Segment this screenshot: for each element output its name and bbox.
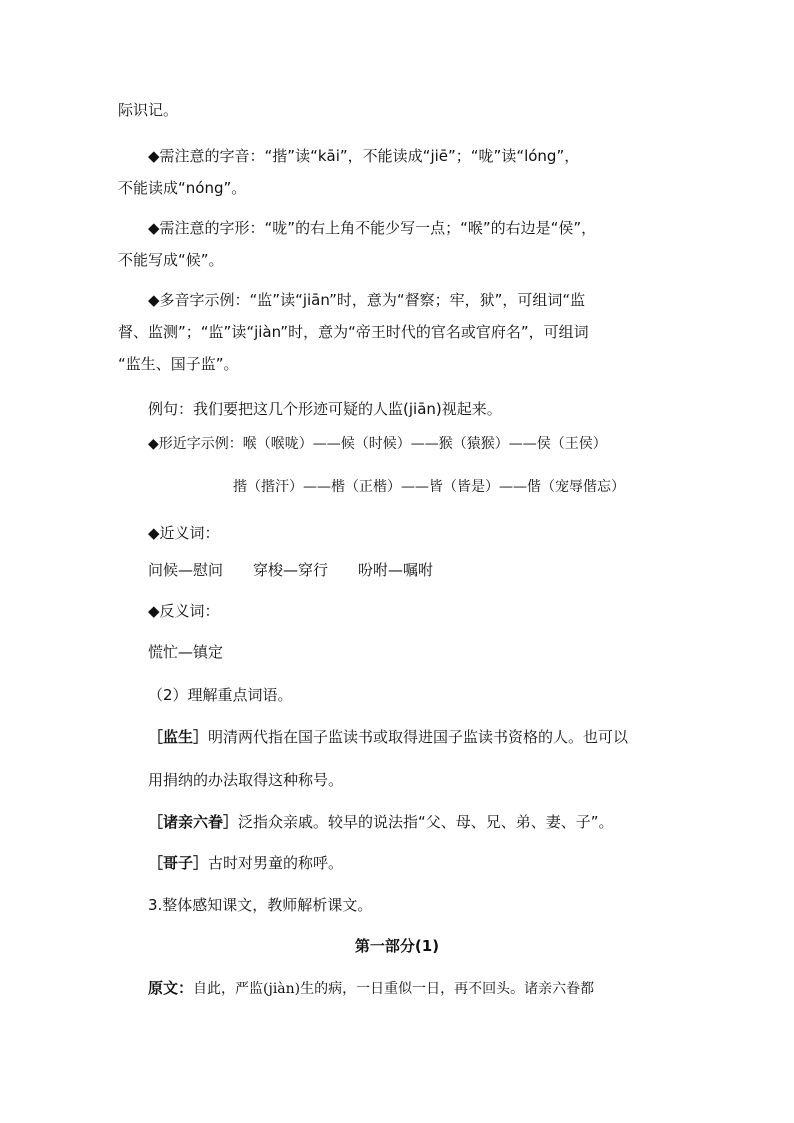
original-text: 自此，严监(jiàn)生的病，一日重似一日，再不回头。诸亲六眷都 [193,981,595,997]
text-line-1: 际识记。 [118,101,179,119]
term-gezi [148,853,343,873]
example-sentence: 例句：我们要把这几个形迹可疑的人监(jiān)视起来。 [148,400,502,418]
term-zhuqin [148,812,614,832]
glyph-note: ◆需注意的字形：“咙”的右上角不能少写一点；“喉”的右边是“侯”， [148,219,597,237]
term-definition: 泛指众亲戚。较早的说法指“父、母、兄、弟、妻、子”。 [238,813,614,831]
pronunciation-note: ◆需注意的字音：“揩”读“kāi”，不能读成“jiē”；“咙”读“lóng”， [148,147,580,165]
original-text-label: 原文： [148,979,194,997]
antonyms-list: 慌忙—镇定 [148,643,224,661]
pronunciation-note-cont: 不能读成“nóng”。 [118,179,247,197]
term-jiansheng-cont: 用捐纳的办法取得这种称号。 [148,771,344,789]
section-heading: 第一部分(1) [354,937,440,955]
glyph-note-cont: 不能写成“候”。 [118,251,224,269]
term-jiansheng [148,727,628,747]
term-label: ［哥子］ [148,854,209,872]
term-label: ［诸亲六眷］ [148,813,239,831]
term-label: ［监生］ [148,728,209,746]
similar-chars-row-2: 揩（揩汗）——楷（正楷）——皆（皆是）——偕（宠辱偕忘） [233,479,625,495]
similar-chars-row-1: ◆形近字示例：喉（喉咙）——候（时候）——猴（猿猴）——侯（王侯） [148,436,607,452]
polyphone-note-cont: 督、监测”；“监”读“jiàn”时，意为“帝王时代的官名或官府名”，可组词 [118,323,589,341]
vocab-section-heading: （2）理解重点词语。 [148,686,293,704]
step-3-heading: 3.整体感知课文，教师解析课文。 [148,896,373,914]
antonyms-heading: ◆反义词： [148,602,220,620]
synonyms-heading: ◆近义词： [148,524,220,542]
polyphone-note: ◆多音字示例：“监”读“jiān”时，意为“督察；牢，狱”，可组词“监 [148,291,586,309]
term-definition: 明清两代指在国子监读书或取得进国子监读书资格的人。也可以 [208,728,629,746]
term-definition: 古时对男童的称呼。 [208,854,344,872]
original-text-line [148,978,594,999]
polyphone-note-end: “监生、国子监”。 [118,355,239,373]
synonyms-list: 问候—慰问 穿梭—穿行 吩咐—嘱咐 [148,561,434,579]
